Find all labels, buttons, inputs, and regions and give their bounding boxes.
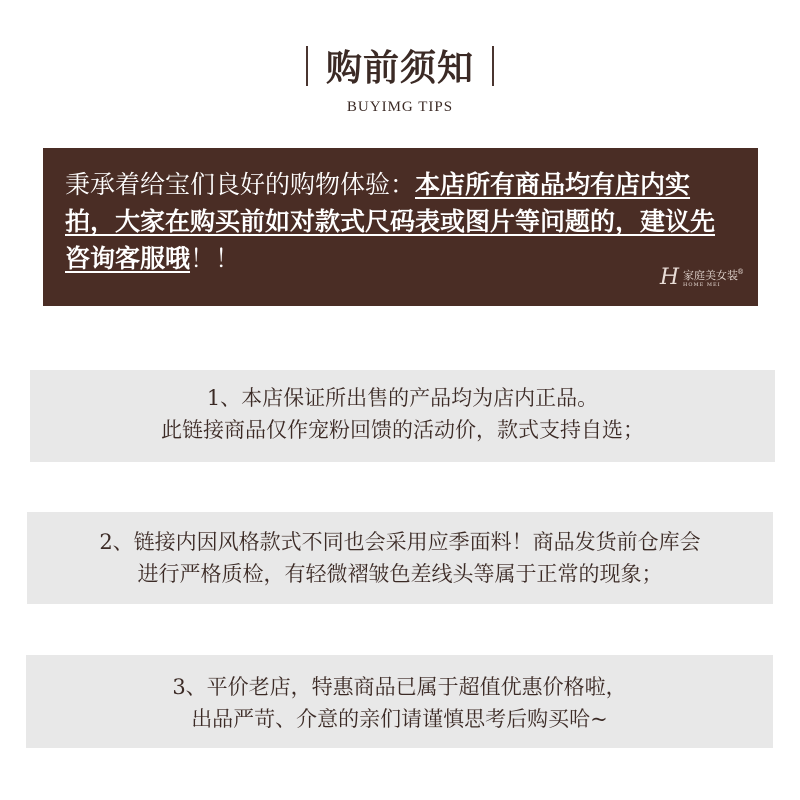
page-header xyxy=(0,40,800,116)
tip-card-1 xyxy=(30,370,775,462)
registered-mark: ® xyxy=(737,268,744,276)
tip-2-line-2: 进行严格质检，有轻微褶皱色差线头等属于正常的现象； xyxy=(137,562,663,586)
notice-ending: ！！ xyxy=(190,244,241,273)
tip-2-line-1: 2、链接内因风格款式不同也会采用应季面料！商品发货前仓库会 xyxy=(99,530,701,554)
logo-brand: 家庭美女装 xyxy=(683,269,738,282)
tip-3-line-1: 3、平价老店，特惠商品已属于超值优惠价格啦， xyxy=(172,675,627,699)
title-left-divider xyxy=(306,46,308,86)
page-subtitle: BUYIMG TIPS xyxy=(346,99,454,115)
brand-logo xyxy=(659,265,744,290)
title-row xyxy=(0,40,800,91)
tip-card-3 xyxy=(26,655,773,748)
notice-text xyxy=(65,166,738,277)
title-right-divider xyxy=(492,46,494,86)
notice-highlight: 本店所有商品均有店内实拍，大家在购买前如对款式尺码表或图片等问题的，建议先咨询客服哦 xyxy=(65,170,716,273)
notice-banner xyxy=(43,148,758,306)
notice-intro: 秉承着给宝们良好的购物体验： xyxy=(65,170,416,199)
logo-mark: H xyxy=(659,265,679,290)
tip-3-line-2: 出品严苛、介意的亲们请谨慎思考后购买哈~ xyxy=(191,707,608,731)
logo-subtext: HOME MEI xyxy=(683,282,721,288)
tip-1-line-2: 此链接商品仅作宠粉回馈的活动价，款式支持自选； xyxy=(161,418,644,442)
page-title: 购前须知 xyxy=(325,48,474,89)
logo-text-group xyxy=(683,268,744,288)
tip-1-line-1: 1、本店保证所出售的产品均为店内正品。 xyxy=(206,386,599,410)
tip-card-2 xyxy=(27,512,773,604)
